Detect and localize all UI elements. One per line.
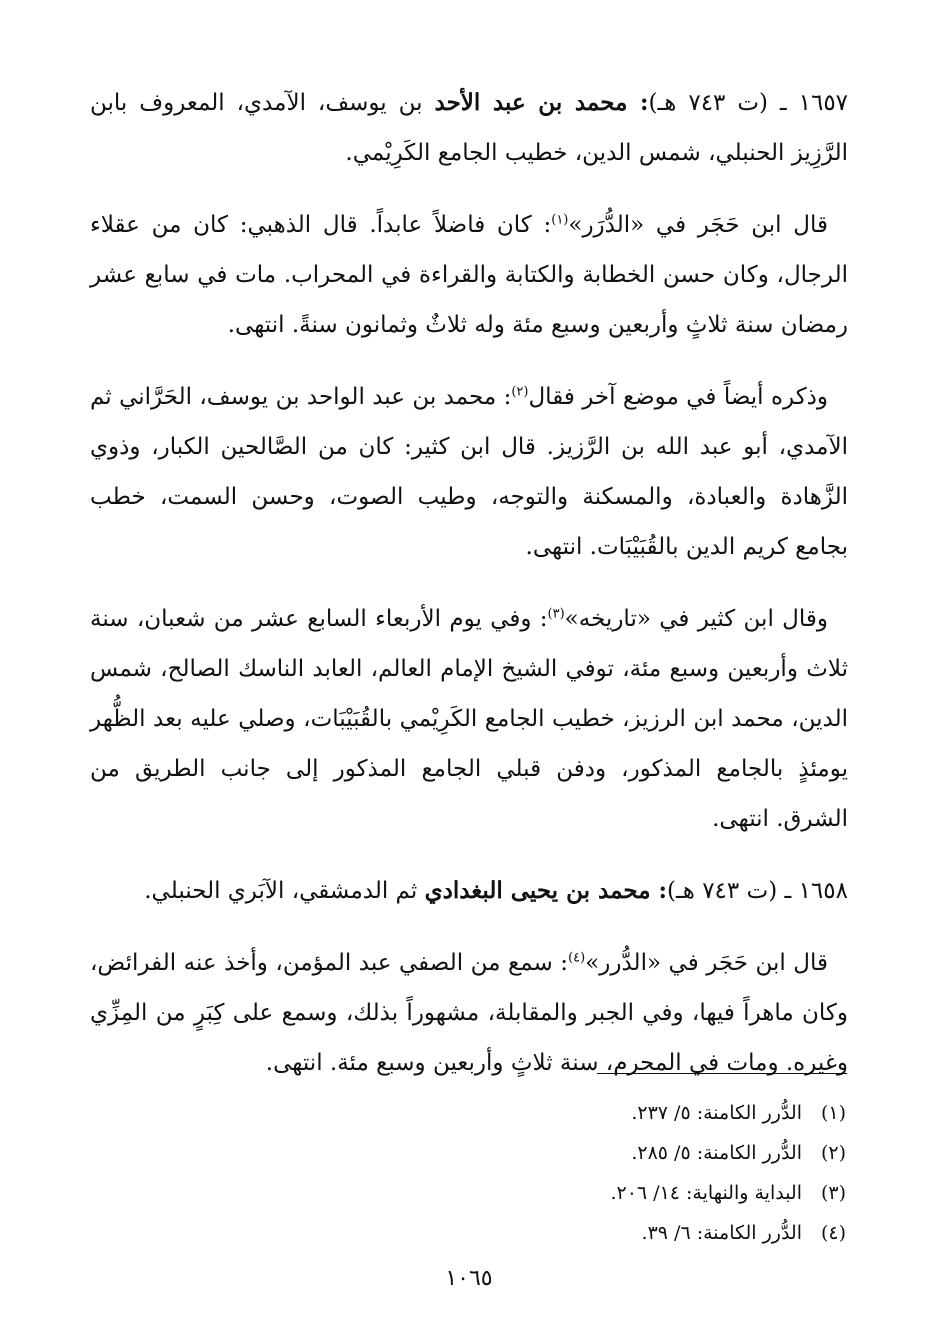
footnote-text: الدُّرر الكامنة: ٦/ ٣٩.: [641, 1222, 802, 1244]
footnote-text: الدُّرر الكامنة: ٥/ ٢٨٥.: [631, 1142, 802, 1164]
paragraph-text: : كان فاضلاً عابداً. قال الذهبي: كان من عقلاء الرجال، وكان حسن الخطابة والكتابة والقراءة في المحراب. مات في سابع عشر رمضان سنة ثلاثٍ وأربعين وسبع مئة وله ثلاثٌ وثمانون سنةً. انتهى.: [90, 212, 848, 338]
footnote-item: [446, 1213, 846, 1253]
entry-dash: ـ: [777, 878, 792, 904]
paragraph-text: وقال ابن كثير في «تاريخه»: [564, 606, 828, 632]
footnote-ref: (٢): [511, 384, 529, 400]
paragraph-ibn-hajar-1: [90, 200, 848, 350]
footnote-number: (١): [820, 1102, 846, 1124]
footnote-item: [446, 1133, 846, 1173]
entry-dash: ـ: [767, 90, 787, 116]
paragraph-text: وذكره أيضاً في موضع آخر فقال: [528, 384, 828, 410]
footnote-item: [446, 1093, 846, 1133]
entry-1657: [90, 78, 848, 178]
footnote-text: الدُّرر الكامنة: ٥/ ٢٣٧.: [631, 1102, 802, 1124]
footnote-ref: (٣): [547, 606, 565, 622]
entry-death-date: (ت ٧٤٣ هـ): [648, 90, 768, 116]
entry-death-date: (ت ٧٤٣ هـ): [667, 878, 778, 904]
entry-1658: [90, 866, 848, 916]
main-text: [90, 78, 848, 1110]
footnote-ref: (١): [551, 212, 569, 228]
paragraph-other-place: [90, 372, 848, 572]
entry-name: محمد بن يحيى البغدادي: [424, 877, 651, 904]
entry-number: ١٦٥٧: [798, 90, 849, 116]
footnote-number: (٢): [820, 1142, 846, 1164]
paragraph-text: : محمد بن عبد الواحد بن يوسف، الحَرَّاني ثم الآمدي، أبو عبد الله بن الرَّزيز. قال ابن كثير: كان من الصَّالحين الكبار، وذوي الزَّهادة والعبادة، والمسكنة والتوجه، وطيب الصوت، وحسن السمت، خطب بجامع كريم الدين بالقُبَيْبَات. انتهى.: [90, 384, 848, 560]
entry-text: بن يوسف، الآمدي، المعروف بابن الرَّزِيز الحنبلي، شمس الدين، خطيب الجامع الكَرِيْمي.: [90, 90, 848, 166]
paragraph-text: : سمع من الصفي عبد المؤمن، وأخذ عنه الفرائض، وكان ماهراً فيها، وفي الجبر والمقابلة، مشهوراً بذلك، وسمع على كِبَرٍ من المِزِّي وغيره. ومات في المحرم، سنة ثلاثٍ وأربعين وسبع مئة. انتهى.: [90, 950, 848, 1076]
paragraph-text: قال ابن حَجَر في «الدُّرر»: [585, 950, 828, 976]
entry-name: محمد بن عبد الأحد: [434, 89, 628, 116]
entry-number: ١٦٥٨: [798, 878, 848, 904]
paragraph-text: : وفي يوم الأربعاء السابع عشر من شعبان، سنة ثلاث وأربعين وسبع مئة، توفي الشيخ الإمام العالم، العابد الناسك الصالح، شمس الدين، محمد ابن الرزيز، خطيب الجامع الكَرِيْمي بالقُبَيْبَات، وصلي عليه بعد الظُّهر يومئذٍ بالجامع المذكور، ودفن قبلي الجامع المذكور إلى جانب الطريق من الشرق. انتهى.: [90, 606, 848, 832]
entry-colon: :: [650, 877, 668, 904]
footnote-number: (٣): [820, 1182, 846, 1204]
footnote-text: البداية والنهاية: ١٤/ ٢٠٦.: [610, 1182, 802, 1204]
paragraph-ibn-kathir: [90, 594, 848, 844]
paragraph-text: قال ابن حَجَر في «الدُّرَر»: [568, 212, 828, 238]
footnote-item: [446, 1173, 846, 1213]
footnote-divider: [597, 1073, 847, 1074]
footnote-ref: (٤): [568, 950, 586, 966]
paragraph-ibn-hajar-2: [90, 938, 848, 1088]
footnotes: [446, 1093, 846, 1253]
entry-text: ثم الدمشقي، الآبَري الحنبلي.: [144, 878, 418, 904]
footnote-number: (٤): [820, 1222, 846, 1244]
entry-colon: :: [627, 89, 649, 116]
page-number: ١٠٦٥: [445, 1266, 493, 1291]
